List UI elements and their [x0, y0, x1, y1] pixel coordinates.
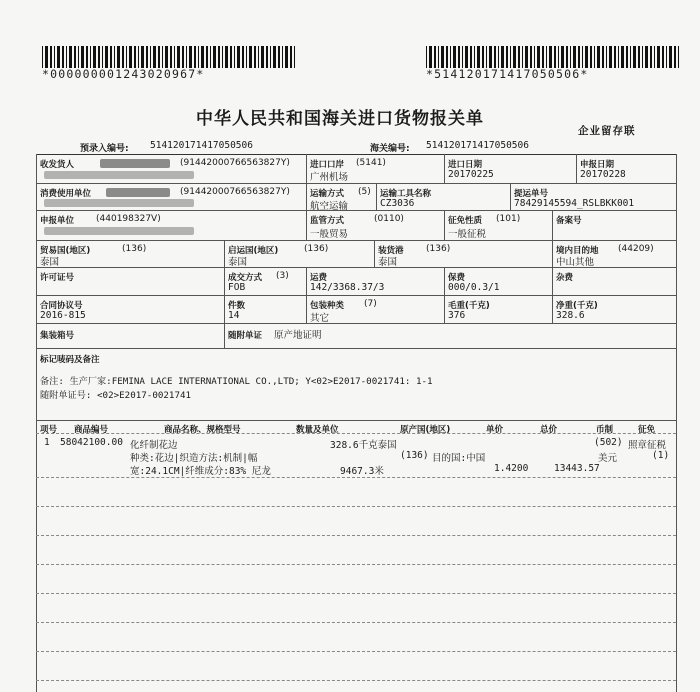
- barcode-bar: [114, 46, 115, 68]
- barcode-bar: [522, 46, 523, 68]
- barcode-bar: [237, 46, 240, 68]
- col-origin: 原产国(地区): [400, 425, 451, 435]
- gross-label: 毛重(千克): [448, 301, 490, 311]
- barcode-bar: [429, 46, 432, 68]
- barcode-bar: [554, 46, 556, 68]
- consumer-label: 消费使用单位: [40, 189, 92, 199]
- deal-mode: FOB: [228, 282, 246, 293]
- barcode-bar: [477, 46, 480, 68]
- barcode-bar: [69, 46, 72, 68]
- barcode-bar: [62, 46, 64, 68]
- barcode-bar: [206, 46, 208, 68]
- barcode-bar: [186, 46, 187, 68]
- goods-spec-2: 宽:24.1CM|纤维成分:83% 尼龙: [130, 466, 271, 477]
- origin-country-code: (136): [304, 244, 329, 254]
- barcode-bar: [566, 46, 568, 68]
- destination-label: 境内目的地: [556, 246, 599, 256]
- deal-mode-label: 成交方式: [228, 273, 263, 283]
- port-loading-code: (136): [426, 244, 451, 254]
- barcode-bar: [621, 46, 624, 68]
- container-label: 集装箱号: [40, 331, 75, 341]
- trade-country-label: 贸易国(地区): [40, 246, 91, 256]
- barcode-bar: [642, 46, 643, 68]
- transport-tool-label: 运输工具名称: [380, 189, 432, 199]
- barcode-bar: [654, 46, 655, 68]
- barcode-bar: [674, 46, 676, 68]
- barcode-bar: [174, 46, 175, 68]
- goods-spec-1: 种类:花边|织造方法:机制|幅: [130, 453, 258, 464]
- redacted-consignee: [100, 159, 170, 168]
- barcode-bar: [546, 46, 547, 68]
- gross: 376: [448, 310, 466, 321]
- barcode-bar: [441, 46, 444, 68]
- insurance: 000/0.3/1: [448, 282, 500, 293]
- barcode-bar: [470, 46, 472, 68]
- barcode-bar: [162, 46, 163, 68]
- barcode-bar: [506, 46, 508, 68]
- barcode-bar: [102, 46, 103, 68]
- barcode-bar: [534, 46, 535, 68]
- barcode-bar: [465, 46, 468, 68]
- barcode-right-number: *514120171417050506*: [426, 67, 589, 81]
- tax-code: (101): [496, 214, 521, 224]
- docs-label: 随附单证: [228, 331, 263, 341]
- barcode-bar: [594, 46, 595, 68]
- marks-line-1: 备注: 生产厂家:FEMINA LACE INTERNATIONAL CO.,LTD; Y<02>E2017-0021741: 1-1: [40, 376, 433, 387]
- insurance-label: 保费: [448, 273, 466, 283]
- goods-item-no: 1: [44, 437, 50, 448]
- barcode-bar: [446, 46, 448, 68]
- destination-code: (44209): [618, 244, 654, 254]
- goods-dest: 目的国:中国: [432, 453, 486, 464]
- barcode-bar: [230, 46, 232, 68]
- barcode-bar: [662, 46, 664, 68]
- goods-qty-2: 9467.3米: [340, 466, 384, 477]
- barcode-bar: [198, 46, 199, 68]
- barcode-bar: [134, 46, 136, 68]
- barcode-bar: [678, 46, 679, 68]
- deal-mode-code: (3): [276, 271, 289, 281]
- barcode-bar: [518, 46, 520, 68]
- barcode-bar: [242, 46, 244, 68]
- contract-label: 合同协议号: [40, 301, 83, 311]
- barcode-bar: [66, 46, 67, 68]
- barcode-bar: [150, 46, 151, 68]
- barcode-left-number: *000000001243020967*: [42, 67, 205, 81]
- barcode-bar: [138, 46, 139, 68]
- transport-mode: 航空运输: [310, 201, 349, 212]
- barcode-bar: [510, 46, 511, 68]
- freight: 142/3368.37/3: [310, 282, 385, 293]
- trade-country-code: (136): [122, 244, 147, 254]
- goods-unit-price: 1.4200: [494, 463, 529, 474]
- bill-label: 提运单号: [514, 189, 549, 199]
- port-value: 广州机场: [310, 172, 349, 183]
- barcode-bar: [602, 46, 604, 68]
- barcode-bar: [225, 46, 228, 68]
- barcode-bar: [158, 46, 160, 68]
- transport-mode-code: (5): [358, 187, 371, 197]
- barcode-bar: [90, 46, 91, 68]
- declare-date: 20170228: [580, 169, 626, 180]
- customs-no-value: 514120171417050506: [426, 140, 529, 151]
- barcode-bar: [462, 46, 463, 68]
- origin-country: 泰国: [228, 257, 248, 268]
- col-hs-code: 商品编号: [74, 425, 109, 435]
- barcode-bar: [666, 46, 667, 68]
- goods-levy: 照章征税: [628, 440, 667, 451]
- barcode-bar: [614, 46, 616, 68]
- barcode-bar: [117, 46, 120, 68]
- barcode-left: [42, 46, 297, 68]
- barcode-bar: [645, 46, 648, 68]
- net: 328.6: [556, 310, 585, 321]
- barcode-bar: [270, 46, 271, 68]
- barcode-bar: [78, 46, 79, 68]
- barcode-bar: [74, 46, 76, 68]
- barcode-bar: [189, 46, 192, 68]
- barcode-bar: [657, 46, 660, 68]
- declarant-label: 申报单位: [40, 216, 75, 226]
- barcode-bar: [453, 46, 456, 68]
- docs: 原产地证明: [274, 330, 322, 341]
- barcode-bar: [129, 46, 132, 68]
- redacted-consumer-name: [44, 199, 194, 207]
- barcode-bar: [434, 46, 436, 68]
- goods-total-price: 13443.57: [554, 463, 600, 474]
- barcode-bar: [530, 46, 532, 68]
- goods-qty-1: 328.6千克泰国: [330, 440, 397, 451]
- goods-currency: 美元: [598, 453, 618, 464]
- barcode-bar: [126, 46, 127, 68]
- barcode-bar: [482, 46, 484, 68]
- barcode-bar: [498, 46, 499, 68]
- consumer-code: (9144200076656382​7Y): [180, 187, 290, 197]
- col-qty-unit: 数量及单位: [296, 425, 339, 435]
- barcode-bar: [494, 46, 496, 68]
- tax-label: 征免性质: [448, 216, 483, 226]
- declarant-code: (440198327V): [96, 214, 161, 224]
- bill-no: 78429145594_RSLBKK001: [514, 198, 635, 209]
- barcode-bar: [578, 46, 580, 68]
- col-currency: 币制: [596, 425, 614, 435]
- goods-name: 化纤制花边: [130, 440, 178, 451]
- barcode-bar: [141, 46, 144, 68]
- misc-label: 杂费: [556, 273, 574, 283]
- barcode-bar: [222, 46, 223, 68]
- barcode-bar: [146, 46, 148, 68]
- consignee-code: (9144200076656382​7Y): [180, 158, 290, 168]
- barcode-bar: [669, 46, 672, 68]
- package-label: 包装种类: [310, 301, 345, 311]
- barcode-bar: [590, 46, 592, 68]
- barcode-bar: [525, 46, 528, 68]
- origin-country-label: 启运国(地区): [228, 246, 279, 256]
- barcode-bar: [210, 46, 211, 68]
- package-code: (7): [364, 299, 377, 309]
- barcode-bar: [122, 46, 124, 68]
- barcode-bar: [165, 46, 168, 68]
- barcode-bar: [501, 46, 504, 68]
- barcode-bar: [558, 46, 559, 68]
- barcode-bar: [609, 46, 612, 68]
- destination: 中山其他: [556, 257, 595, 268]
- barcode-bar: [278, 46, 280, 68]
- barcode-bar: [246, 46, 247, 68]
- barcode-bar: [573, 46, 576, 68]
- barcode-bar: [194, 46, 196, 68]
- col-unit-price: 单价: [486, 425, 504, 435]
- tax: 一般征税: [448, 229, 487, 240]
- port-code: (5141): [356, 158, 386, 168]
- pieces: 14: [228, 310, 240, 321]
- supervision: 一般贸易: [310, 229, 349, 240]
- barcode-bar: [426, 46, 427, 68]
- barcode-bar: [489, 46, 492, 68]
- pieces-label: 件数: [228, 301, 246, 311]
- goods-hs-code: 58042100.00: [60, 437, 123, 448]
- barcode-bar: [630, 46, 631, 68]
- transport-mode-label: 运输方式: [310, 189, 345, 199]
- marks-label: 标记唛码及备注: [40, 355, 100, 365]
- customs-no-label: 海关编号:: [370, 144, 410, 154]
- col-item-no: 项号: [40, 425, 58, 435]
- barcode-bar: [450, 46, 451, 68]
- barcode-bar: [50, 46, 52, 68]
- barcode-bar: [249, 46, 252, 68]
- barcode-bar: [582, 46, 583, 68]
- barcode-bar: [542, 46, 544, 68]
- barcode-bar: [285, 46, 288, 68]
- trade-country: 泰国: [40, 257, 60, 268]
- transport-tool: CZ3036: [380, 198, 415, 209]
- barcode-bar: [549, 46, 552, 68]
- barcode-bar: [266, 46, 268, 68]
- barcode-bar: [81, 46, 84, 68]
- net-label: 净重(千克): [556, 301, 598, 311]
- preentry-label: 预录入编号:: [80, 144, 129, 154]
- barcode-bar: [638, 46, 640, 68]
- copy-type: 企业留存联: [578, 125, 636, 137]
- declare-date-label: 申报日期: [580, 160, 615, 170]
- barcode-bar: [98, 46, 100, 68]
- barcode-bar: [294, 46, 295, 68]
- barcode-bar: [42, 46, 43, 68]
- contract: 2016-815: [40, 310, 86, 321]
- barcode-bar: [57, 46, 60, 68]
- package: 其它: [310, 313, 330, 324]
- barcode-bar: [561, 46, 564, 68]
- freight-label: 运费: [310, 273, 328, 283]
- barcode-bar: [486, 46, 487, 68]
- barcode-right: [426, 46, 681, 68]
- supervision-code: (0110): [374, 214, 404, 224]
- barcode-bar: [585, 46, 588, 68]
- col-total-price: 总价: [540, 425, 558, 435]
- barcode-bar: [290, 46, 292, 68]
- redacted-consumer: [106, 188, 170, 197]
- goods-origin-code: (136): [400, 450, 429, 461]
- barcode-bar: [633, 46, 636, 68]
- barcode-bar: [213, 46, 216, 68]
- redacted-declarant-name: [44, 227, 194, 235]
- page-title: 中华人民共和国海关进口货物报关单: [196, 109, 484, 129]
- barcode-bar: [170, 46, 172, 68]
- barcode-bar: [261, 46, 264, 68]
- preentry-value: 514120171417050506: [150, 140, 253, 151]
- barcode-bar: [105, 46, 108, 68]
- barcode-bar: [438, 46, 439, 68]
- consignee-label: 收发货人: [40, 160, 75, 170]
- port-label: 进口口岸: [310, 160, 345, 170]
- barcode-bar: [93, 46, 96, 68]
- marks-line-2: 随附单证号: <02>E2017-0021741: [40, 390, 192, 401]
- barcode-bar: [54, 46, 55, 68]
- barcode-bar: [570, 46, 571, 68]
- port-loading: 泰国: [378, 257, 398, 268]
- port-loading-label: 装货港: [378, 246, 404, 256]
- col-levy: 征免: [638, 425, 656, 435]
- barcode-bar: [177, 46, 180, 68]
- barcode-bar: [597, 46, 600, 68]
- barcode-bar: [153, 46, 156, 68]
- barcode-bar: [458, 46, 460, 68]
- barcode-bar: [86, 46, 88, 68]
- goods-currency-code: (502): [594, 437, 623, 448]
- barcode-bar: [606, 46, 607, 68]
- barcode-bar: [234, 46, 235, 68]
- barcode-bar: [537, 46, 540, 68]
- barcode-bar: [110, 46, 112, 68]
- col-name-spec: 商品名称、规格型号: [164, 425, 241, 435]
- barcode-bar: [513, 46, 516, 68]
- license-label: 许可证号: [40, 273, 75, 283]
- barcode-bar: [618, 46, 619, 68]
- record-label: 备案号: [556, 216, 582, 226]
- import-date: 20170225: [448, 169, 494, 180]
- barcode-bar: [650, 46, 652, 68]
- barcode-bar: [626, 46, 628, 68]
- barcode-bar: [282, 46, 283, 68]
- import-date-label: 进口日期: [448, 160, 483, 170]
- barcode-bar: [218, 46, 220, 68]
- barcode-bar: [254, 46, 256, 68]
- barcode-bar: [474, 46, 475, 68]
- barcode-bar: [182, 46, 184, 68]
- barcode-bar: [258, 46, 259, 68]
- barcode-bar: [201, 46, 204, 68]
- barcode-bar: [45, 46, 48, 68]
- redacted-consignee-name: [44, 171, 194, 179]
- supervision-label: 监管方式: [310, 216, 345, 226]
- goods-levy-code: (1): [652, 450, 670, 461]
- barcode-bar: [273, 46, 276, 68]
